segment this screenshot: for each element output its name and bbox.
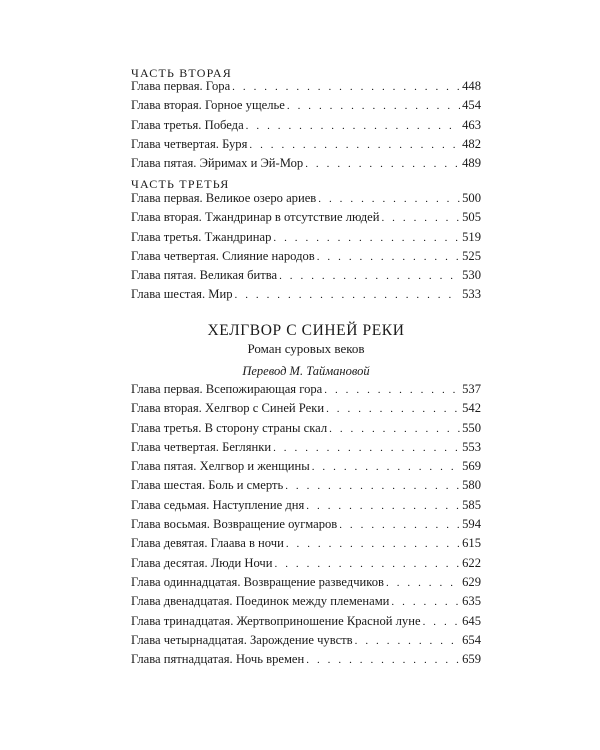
toc-entry-page: 550 — [462, 420, 481, 435]
dot-leader — [275, 558, 461, 570]
part-two-heading: ЧАСТЬ ВТОРАЯ — [131, 66, 232, 80]
toc-entry-title: Глава первая. Всепожирающая гора — [131, 382, 323, 396]
dot-leader — [285, 480, 460, 492]
toc-entry-page: 622 — [462, 555, 481, 570]
toc-entry — [131, 575, 481, 594]
toc-entry-title: Глава первая. Великое озеро ариев — [131, 191, 317, 205]
toc-entry-page: 500 — [462, 191, 481, 205]
toc-entry-title: Глава одиннадцатая. Возвращение разведчиков — [131, 574, 384, 589]
dot-leader — [286, 538, 460, 550]
toc-entry-title: Глава десятая. Люди Ночи — [131, 555, 273, 570]
part-two-chapter-list — [131, 79, 481, 175]
toc-entry-title: Глава третья. В сторону страны скал — [131, 420, 328, 435]
toc-entry-title: Глава вторая. Хелгвор с Синей Реки — [131, 401, 325, 416]
toc-entry — [131, 556, 481, 575]
toc-entry — [131, 287, 481, 306]
toc-entry — [131, 98, 481, 117]
toc-entry-title: Глава девятая. Глаава в ночи — [131, 536, 284, 551]
toc-entry — [131, 191, 481, 210]
dot-leader — [287, 100, 460, 112]
toc-entry-page: 537 — [462, 382, 481, 396]
toc-entry — [131, 498, 481, 517]
toc-entry-title: Глава третья. Тжандринар — [131, 229, 272, 244]
dot-leader — [423, 616, 461, 628]
toc-entry-page: 569 — [462, 459, 481, 474]
toc-entry-page: 482 — [462, 136, 481, 151]
toc-entry-page: 448 — [462, 79, 481, 93]
dot-leader — [246, 120, 460, 132]
toc-entry — [131, 594, 481, 613]
toc-entry-title: Глава пятая. Великая битва — [131, 268, 278, 283]
toc-entry-title: Глава четырнадцатая. Зарождение чувств — [131, 632, 353, 647]
toc-entry-page: 530 — [462, 268, 481, 283]
toc-entry-title: Глава четвертая. Буря — [131, 136, 248, 151]
toc-entry — [131, 614, 481, 633]
toc-entry — [131, 137, 481, 156]
dot-leader — [355, 635, 460, 647]
toc-entry-title: Глава тринадцатая. Жертвоприношение Красной луне — [131, 613, 421, 628]
toc-entry-title: Глава пятнадцатая. Ночь времен — [131, 652, 305, 667]
novel-translator: Перевод М. Таймановой — [242, 364, 370, 378]
toc-entry — [131, 230, 481, 249]
toc-entry — [131, 536, 481, 555]
dot-leader — [273, 232, 460, 244]
novel-title: ХЕЛГВОР С СИНЕЙ РЕКИ — [207, 322, 405, 339]
toc-entry — [131, 268, 481, 287]
dot-leader — [306, 500, 460, 512]
dot-leader — [318, 193, 460, 205]
dot-leader — [324, 384, 460, 396]
toc-entry-page: 533 — [462, 287, 481, 302]
toc-entry-title: Глава шестая. Боль и смерть — [131, 478, 284, 493]
toc-entry — [131, 210, 481, 229]
dot-leader — [391, 596, 460, 608]
toc-entry-page: 659 — [462, 652, 481, 667]
toc-entry — [131, 440, 481, 459]
toc-entry-title: Глава первая. Гора — [131, 79, 231, 93]
toc-entry — [131, 633, 481, 652]
dot-leader — [279, 270, 460, 282]
novel-subtitle: Роман суровых веков — [247, 341, 365, 356]
toc-entry-page: 585 — [462, 497, 481, 512]
toc-entry — [131, 421, 481, 440]
toc-entry-title: Глава четвертая. Слияние народов — [131, 248, 315, 263]
toc-entry-title: Глава двенадцатая. Поединок между племенами — [131, 594, 390, 609]
novel-chapter-list — [131, 382, 481, 671]
toc-entry-page: 525 — [462, 248, 481, 263]
toc-entry — [131, 459, 481, 478]
toc-entry — [131, 652, 481, 671]
toc-entry-page: 553 — [462, 439, 481, 454]
toc-entry-page: 454 — [462, 98, 481, 113]
toc-entry-page: 629 — [462, 574, 481, 589]
toc-entry-page: 635 — [462, 594, 481, 609]
toc-entry-page: 542 — [462, 401, 481, 416]
dot-leader — [232, 81, 460, 93]
dot-leader — [305, 158, 460, 170]
dot-leader — [312, 461, 460, 473]
dot-leader — [381, 212, 460, 224]
toc-entry-title: Глава седьмая. Наступление дня — [131, 497, 305, 512]
toc-entry-title: Глава вторая. Горное ущелье — [131, 98, 285, 113]
dot-leader — [339, 519, 460, 531]
toc-entry — [131, 79, 481, 98]
toc-entry-page: 580 — [462, 478, 481, 493]
toc-entry — [131, 249, 481, 268]
toc-entry-title: Глава четвертая. Беглянки — [131, 439, 272, 454]
dot-leader — [317, 251, 460, 263]
toc-entry-page: 505 — [462, 210, 481, 225]
toc-entry-page: 489 — [462, 156, 481, 171]
toc-entry — [131, 401, 481, 420]
dot-leader — [329, 423, 460, 435]
toc-entry — [131, 156, 481, 175]
toc-entry-page: 654 — [462, 632, 481, 647]
part-three-chapter-list — [131, 191, 481, 307]
dot-leader — [386, 577, 460, 589]
toc-entry-title: Глава восьмая. Возвращение оугмаров — [131, 517, 338, 532]
dot-leader — [235, 289, 461, 301]
toc-entry — [131, 118, 481, 137]
toc-entry-title: Глава пятая. Хелгвор и женщины — [131, 459, 310, 474]
toc-entry-title: Глава вторая. Тжандринар в отсутствие людей — [131, 210, 380, 225]
dot-leader — [273, 442, 460, 454]
toc-entry-page: 615 — [462, 536, 481, 551]
toc-entry — [131, 382, 481, 401]
toc-entry — [131, 478, 481, 497]
toc-entry-title: Глава шестая. Мир — [131, 287, 233, 302]
toc-entry-title: Глава третья. Победа — [131, 117, 244, 132]
toc-entry — [131, 517, 481, 536]
toc-entry-page: 463 — [462, 117, 481, 132]
part-three-heading: ЧАСТЬ ТРЕТЬЯ — [131, 177, 230, 191]
dot-leader — [326, 403, 460, 415]
dot-leader — [249, 139, 460, 151]
toc-entry-page: 594 — [462, 517, 481, 532]
toc-entry-page: 519 — [462, 229, 481, 244]
toc-entry-title: Глава пятая. Эйримах и Эй-Мор — [131, 156, 304, 171]
dot-leader — [306, 654, 460, 666]
toc-entry-page: 645 — [462, 613, 481, 628]
